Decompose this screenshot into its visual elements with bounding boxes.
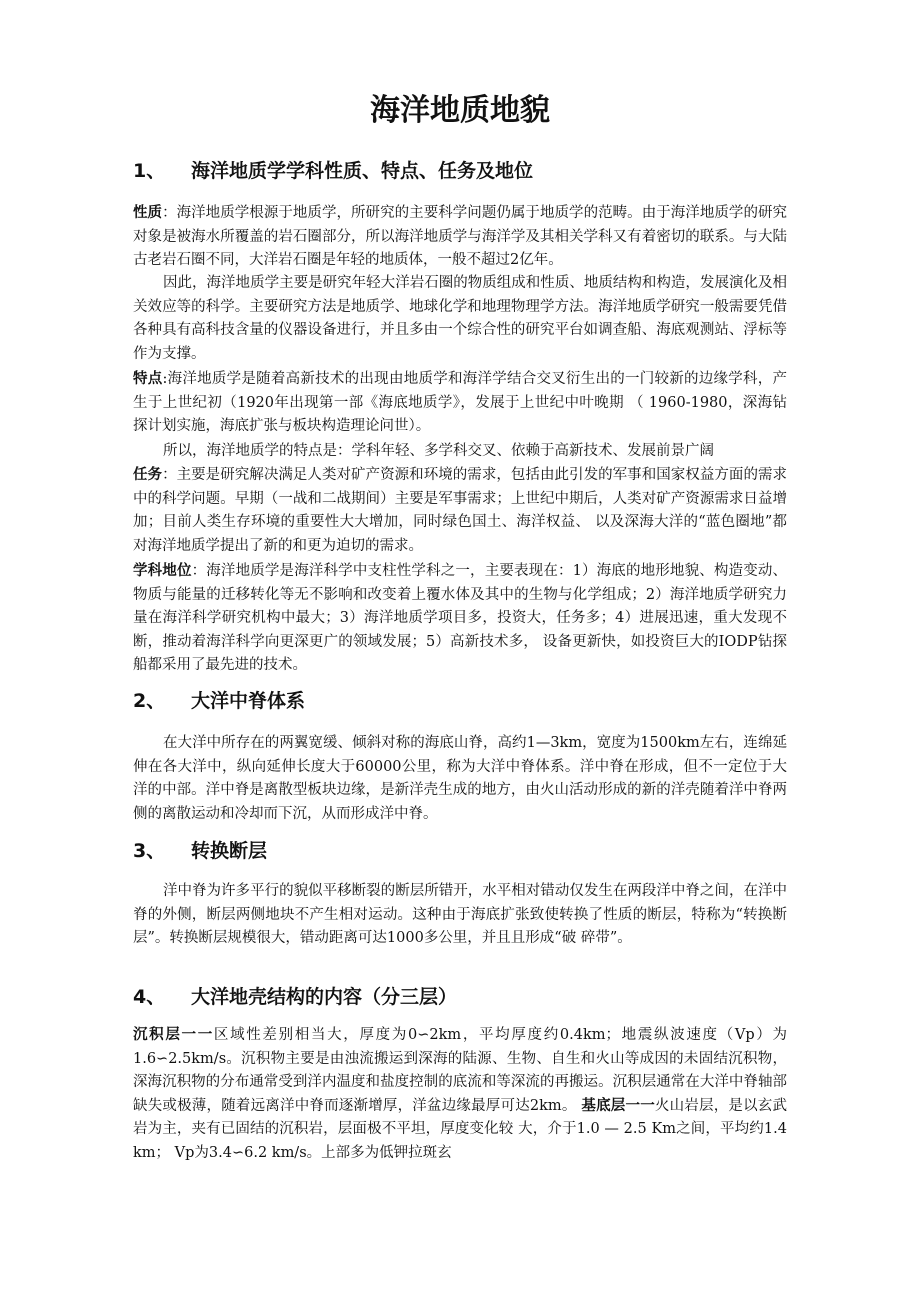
nature-paragraph bbox=[133, 202, 787, 273]
task-label: 任务 bbox=[133, 467, 163, 483]
sediment-layer-text: 区域性差别相当大，厚度为0∽2km，平均厚度约0.4km；地震纵波速度（Vp）为1.6∽2.5km/s。沉积物主要是由浊流搬运到深海的陆源、生物、自生和火山等成因的未固结沉积物，深海沉积物的分布通常受到洋内温度和盐度控制的底流和等深流的再搬运。沉积层通常在大洋中脊轴部缺失或极薄，随着远离洋中脊而逐渐增厚，洋盆边缘最厚可达2km。 bbox=[133, 1027, 788, 1114]
section-2-title: 大洋中脊体系 bbox=[191, 690, 306, 712]
nature-paragraph-2: 因此，海洋地质学主要是研究年轻大洋岩石圈的物质组成和性质、地质结构和构造，发展演化及相关效应等的科学。主要研究方法是地质学、地球化学和地理物理学方法。海洋地质学研究一般需要凭借各种具有高科技含量的仪器设备进行，并且多由一个综合性的研究平台如调查船、海底观测站、浮标等作为支撑。 bbox=[133, 275, 787, 362]
sediment-layer-label: 沉积层一一 bbox=[133, 1027, 214, 1043]
section-3-title: 转换断层 bbox=[191, 840, 268, 862]
basement-layer-text: 火山岩层，是以玄武岩为主，夹有已固结的沉积岩，层面极不平坦，厚度变化较 大，介于1.0 — 2.5 Km之间，平均约1.4 km； Vp为3.4∽6.2 km/s。上部多为低钾拉斑玄 bbox=[133, 1097, 788, 1161]
task-text: ：主要是研究解决满足人类对矿产资源和环境的需求，包括由此引发的军事和国家权益方面的需求中的科学问题。早期（一战和二战期间）主要是军事需求；上世纪中期后，人类对矿产资源需求日益增加；目前人类生存环境的重要性大大增加，同时绿色国土、海洋权益、 以及深海大洋的“蓝色圈地”都对海洋地质学提出了新的和更为迫切的需求。 bbox=[133, 467, 788, 554]
mid-ocean-ridge-paragraph: 在大洋中所存在的两翼宽缓、倾斜对称的海底山脊，高约1—3km，宽度为1500km左右，连绵延伸在各大洋中，纵向延伸长度大于60000公里，称为大洋中脊体系。洋中脊在形成，但不一定位于大洋的中部。洋中脊是离散型板块边缘，是新洋壳生成的地方，由火山活动形成的新的洋壳随着洋中脊两侧的离散运动和冷却而下沉，从而形成洋中脊。 bbox=[133, 735, 787, 822]
section-3-heading bbox=[133, 838, 833, 864]
section-1-title: 海洋地质学学科性质、特点、任务及地位 bbox=[191, 160, 534, 182]
transform-fault-paragraph: 洋中脊为许多平行的貌似平移断裂的断层所错开，水平相对错动仅发生在两段洋中脊之间，在洋中脊的外侧，断层两侧地块不产生相对运动。这种由于海底扩张致使转换了性质的断层，特称为“转换断层”。转换断层规模很大，错动距离可达1000多公里，并且且形成“破 碎带”。 bbox=[133, 883, 787, 946]
status-paragraph bbox=[133, 560, 787, 678]
document-title: 海洋地质地貌 bbox=[370, 93, 550, 128]
section-1-heading bbox=[133, 158, 833, 184]
basement-layer-label: 基底层一一 bbox=[581, 1097, 655, 1114]
section-1-number: 1、 bbox=[133, 160, 166, 182]
crust-layers-paragraph bbox=[133, 1024, 787, 1165]
status-label: 学科地位 bbox=[133, 563, 192, 579]
section-4-title: 大洋地壳结构的内容（分三层） bbox=[191, 986, 458, 1008]
section-3-number: 3、 bbox=[133, 840, 166, 862]
section-4-number: 4、 bbox=[133, 986, 166, 1008]
feature-paragraph bbox=[133, 368, 787, 439]
section-4-heading bbox=[133, 984, 833, 1010]
nature-label: 性质 bbox=[133, 205, 163, 221]
nature-text: ：海洋地质学根源于地质学，所研究的主要科学问题仍属于地质学的范畴。由于海洋地质学的研究对象是被海水所覆盖的岩石圈部分，所以海洋地质学与海洋学及其相关学科又有着密切的联系。与大陆古老岩石圈不同，大洋岩石圈是年轻的地质体，一般不超过2亿年。 bbox=[133, 205, 788, 268]
section-2-number: 2、 bbox=[133, 690, 166, 712]
task-paragraph bbox=[133, 464, 787, 558]
feature-text: :海洋地质学是随着高新技术的出现由地质学和海洋学结合交叉衍生出的一门较新的边缘学科，产生于上世纪初（1920年出现第一部《海底地质学》，发展于上世纪中叶晚期 （ 1960-1980，深海钻探计划实施，海底扩张与板块构造理论问世）。 bbox=[133, 371, 788, 434]
feature-label: 特点 bbox=[133, 371, 163, 387]
section-2-heading bbox=[133, 688, 833, 714]
status-text: ：海洋地质学是海洋科学中支柱性学科之一，主要表现在：1）海底的地形地貌、构造变动、物质与能量的迁移转化等无不影响和改变着上覆水体及其中的生物与化学组成；2）海洋地质学研究力量在海洋科学研究机构中最大；3）海洋地质学项目多，投资大，任务多；4）进展迅速，重大发现不断，推动着海洋科学向更深更广的领域发展；5）高新技术多， 设备更新快，如投资巨大的IODP钻探船都采用了最先进的技术。 bbox=[133, 563, 787, 673]
feature-paragraph-2: 所以，海洋地质学的特点是：学科年轻、多学科交叉、依赖于高新技术、发展前景广阔 bbox=[163, 443, 714, 459]
